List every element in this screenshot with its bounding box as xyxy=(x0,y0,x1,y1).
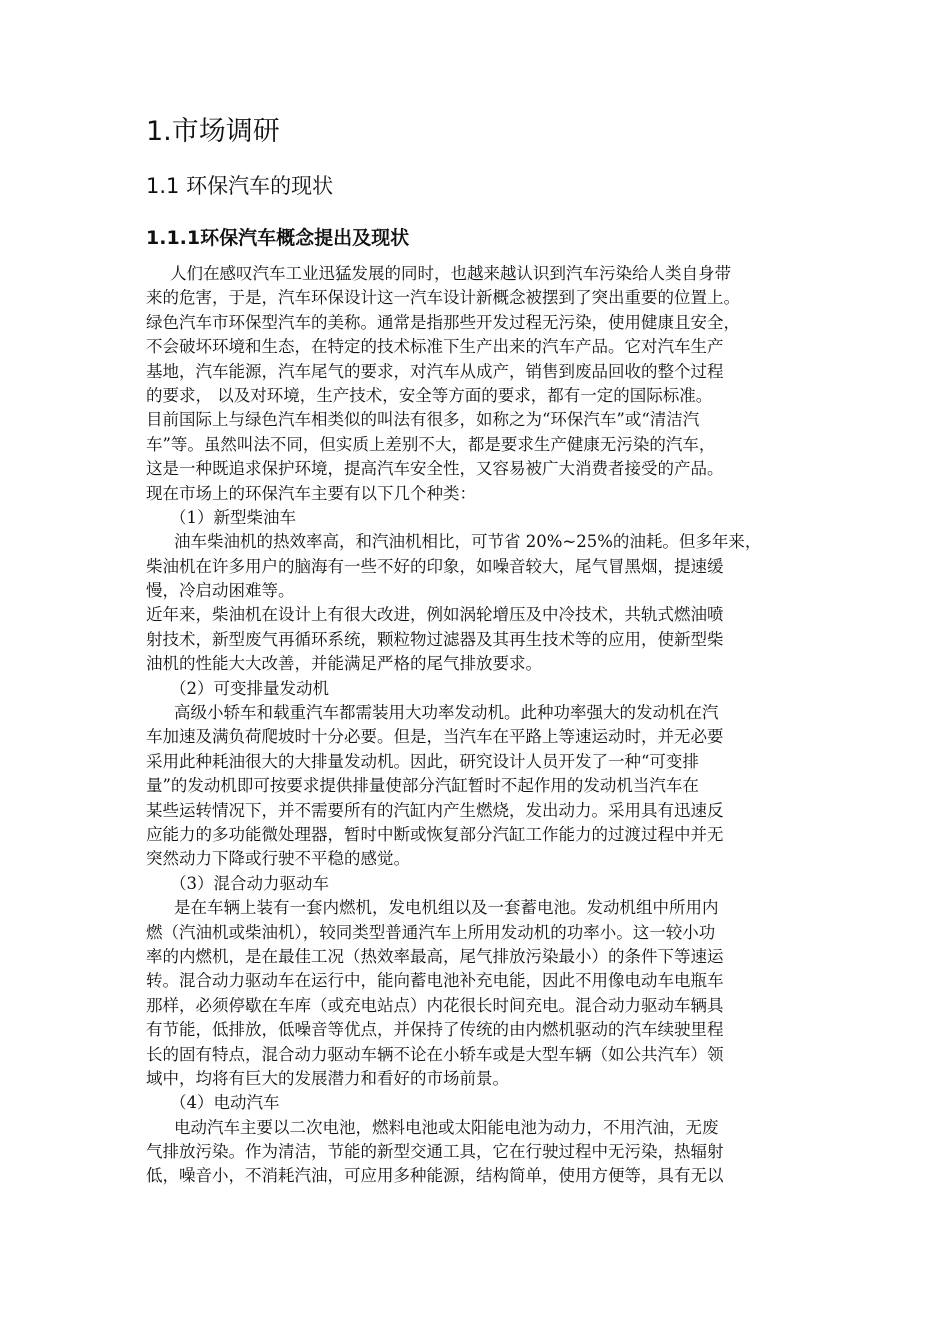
text-line: 某些运转情况下，并不需要所有的汽缸内产生燃烧，发出动力。采用具有迅速反 xyxy=(146,800,724,820)
text-line: 域中，均将有巨大的发展潜力和看好的市场前景。 xyxy=(146,1068,509,1088)
text-line: 那样，必须停歇在车库（或充电站点）内花很长时间充电。混合动力驱动车辆具 xyxy=(146,995,724,1015)
text-line: 绿色汽车市环保型汽车的美称。通常是指那些开发过程无污染，使用健康且安全， xyxy=(146,312,740,332)
text-line: 采用此种耗油很大的大排量发动机。因此，研究设计人员开发了一种“可变排 xyxy=(146,751,699,771)
text-line: 的要求， 以及对环境，生产技术，安全等方面的要求，都有一定的国际标准。 xyxy=(146,385,713,405)
text-line: 长的固有特点，混合动力驱动车辆不论在小轿车或是大型车辆（如公共汽车）领 xyxy=(146,1044,724,1064)
subsection-heading: 1.1 环保汽车的现状 xyxy=(146,174,334,198)
text-line: 目前国际上与绿色汽车相类似的叫法有很多，如称之为“环保汽车”或“清洁汽 xyxy=(146,410,700,430)
text-line: 是在车辆上装有一套内燃机，发电机组以及一套蓄电池。发动机组中所用内 xyxy=(174,898,719,918)
text-line: 射技术，新型废气再循环系统，颗粒物过滤器及其再生技术等的应用，使新型柴 xyxy=(146,629,724,649)
text-line: 基地，汽车能源，汽车尾气的要求，对汽车从成产，销售到废品回收的整个过程 xyxy=(146,361,724,381)
list-heading: （4）电动汽车 xyxy=(170,1093,280,1113)
text-line: 车”等。虽然叫法不同，但实质上差别不大，都是要求生产健康无污染的汽车， xyxy=(146,434,716,454)
text-line: 车加速及满负荷爬坡时十分必要。但是，当汽车在平路上等速运动时，并无必要 xyxy=(146,727,724,747)
text-line: 转。混合动力驱动车在运行中，能向蓄电池补充电能，因此不用像电动车电瓶车 xyxy=(146,971,724,991)
text-line: 燃（汽油机或柴油机），较同类型普通汽车上所用发动机的功率小。这一较小功 xyxy=(146,922,716,942)
text-line: 油车柴油机的热效率高，和汽油机相比，可节省 20%~25%的油耗。但多年来， xyxy=(174,532,762,552)
text-line: 油机的性能大大改善，并能满足严格的尾气排放要求。 xyxy=(146,654,542,674)
text-line: 量”的发动机即可按要求提供排量使部分汽缸暂时不起作用的发动机当汽车在 xyxy=(146,776,699,796)
list-heading: （2）可变排量发动机 xyxy=(170,678,329,698)
list-heading: （1）新型柴油车 xyxy=(170,507,296,527)
text-line: 现在市场上的环保汽车主要有以下几个种类： xyxy=(146,483,476,503)
text-line: 高级小轿车和载重汽车都需装用大功率发动机。此种功率强大的发动机在汽 xyxy=(174,703,719,723)
section-heading: 1.市场调研 xyxy=(146,116,280,147)
text-line: 低，噪音小，不消耗汽油，可应用多种能源，结构简单，使用方便等，具有无以 xyxy=(146,1166,724,1186)
text-line: 有节能，低排放，低噪音等优点，并保持了传统的由内燃机驱动的汽车续驶里程 xyxy=(146,1020,724,1040)
subsubsection-heading: 1.1.1环保汽车概念提出及现状 xyxy=(146,227,410,249)
text-line: 柴油机在许多用户的脑海有一些不好的印象，如噪音较大，尾气冒黑烟，提速缓 xyxy=(146,556,724,576)
text-line: 不会破坏环境和生态，在特定的技术标准下生产出来的汽车产品。它对汽车生产 xyxy=(146,337,724,357)
text-line: 这是一种既追求保护环境，提高汽车安全性，又容易被广大消费者接受的产品。 xyxy=(146,459,724,479)
text-line: 率的内燃机，是在最佳工况（热效率最高，尾气排放污染最小）的条件下等速运 xyxy=(146,946,724,966)
text-line: 来的危害，于是，汽车环保设计这一汽车设计新概念被摆到了突出重要的位置上。 xyxy=(146,288,740,308)
text-line: 电动汽车主要以二次电池，燃料电池或太阳能电池为动力，不用汽油，无废 xyxy=(174,1117,719,1137)
text-line: 慢，冷启动困难等。 xyxy=(146,581,295,601)
text-line: 近年来，柴油机在设计上有很大改进，例如涡轮增压及中冷技术，共轨式燃油喷 xyxy=(146,605,724,625)
text-line: 人们在感叹汽车工业迅猛发展的同时，也越来越认识到汽车污染给人类自身带 xyxy=(170,264,731,283)
text-line: 应能力的多功能微处理器，暂时中断或恢复部分汽缸工作能力的过渡过程中并无 xyxy=(146,824,724,844)
list-heading: （3）混合动力驱动车 xyxy=(170,873,329,893)
body-text xyxy=(146,262,818,1189)
text-line: 突然动力下降或行驶不平稳的感觉。 xyxy=(146,849,410,869)
text-line: 气排放污染。作为清洁，节能的新型交通工具，它在行驶过程中无污染，热辐射 xyxy=(146,1142,724,1162)
